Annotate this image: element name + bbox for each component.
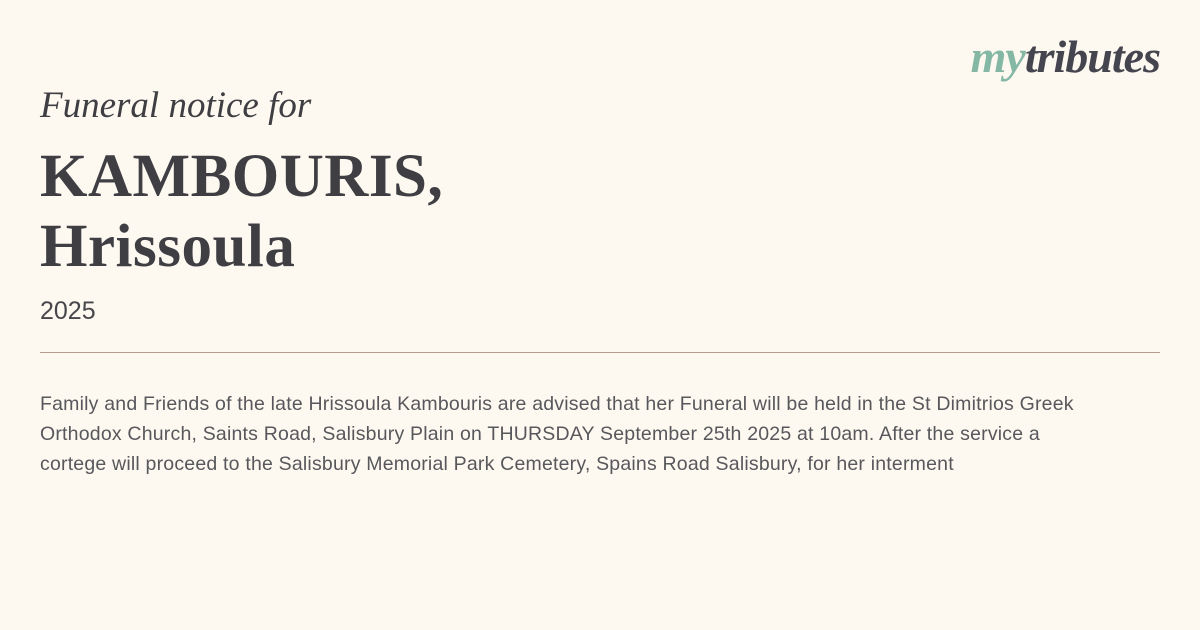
- deceased-name: KAMBOURIS, Hrissoula: [40, 143, 444, 280]
- logo-part-tributes: tributes: [1024, 31, 1160, 82]
- notice-year: 2025: [40, 297, 96, 325]
- notice-kicker: Funeral notice for: [40, 85, 312, 126]
- divider-line: [40, 352, 1160, 353]
- mytributes-logo: [970, 31, 1160, 82]
- logo-part-my: my: [970, 31, 1025, 82]
- notice-body: Family and Friends of the late Hrissoula Kambouris are advised that her Funeral will be held in the St Dimitrios Greek Orthodox Church, Saints Road, Salisbury Plain on THURSDAY September 25th 2025 at 10am. After the service a cortege will proceed to the Salisbury Memorial Park Cemetery, Spains Road Salisbury, for her interment: [40, 393, 1074, 475]
